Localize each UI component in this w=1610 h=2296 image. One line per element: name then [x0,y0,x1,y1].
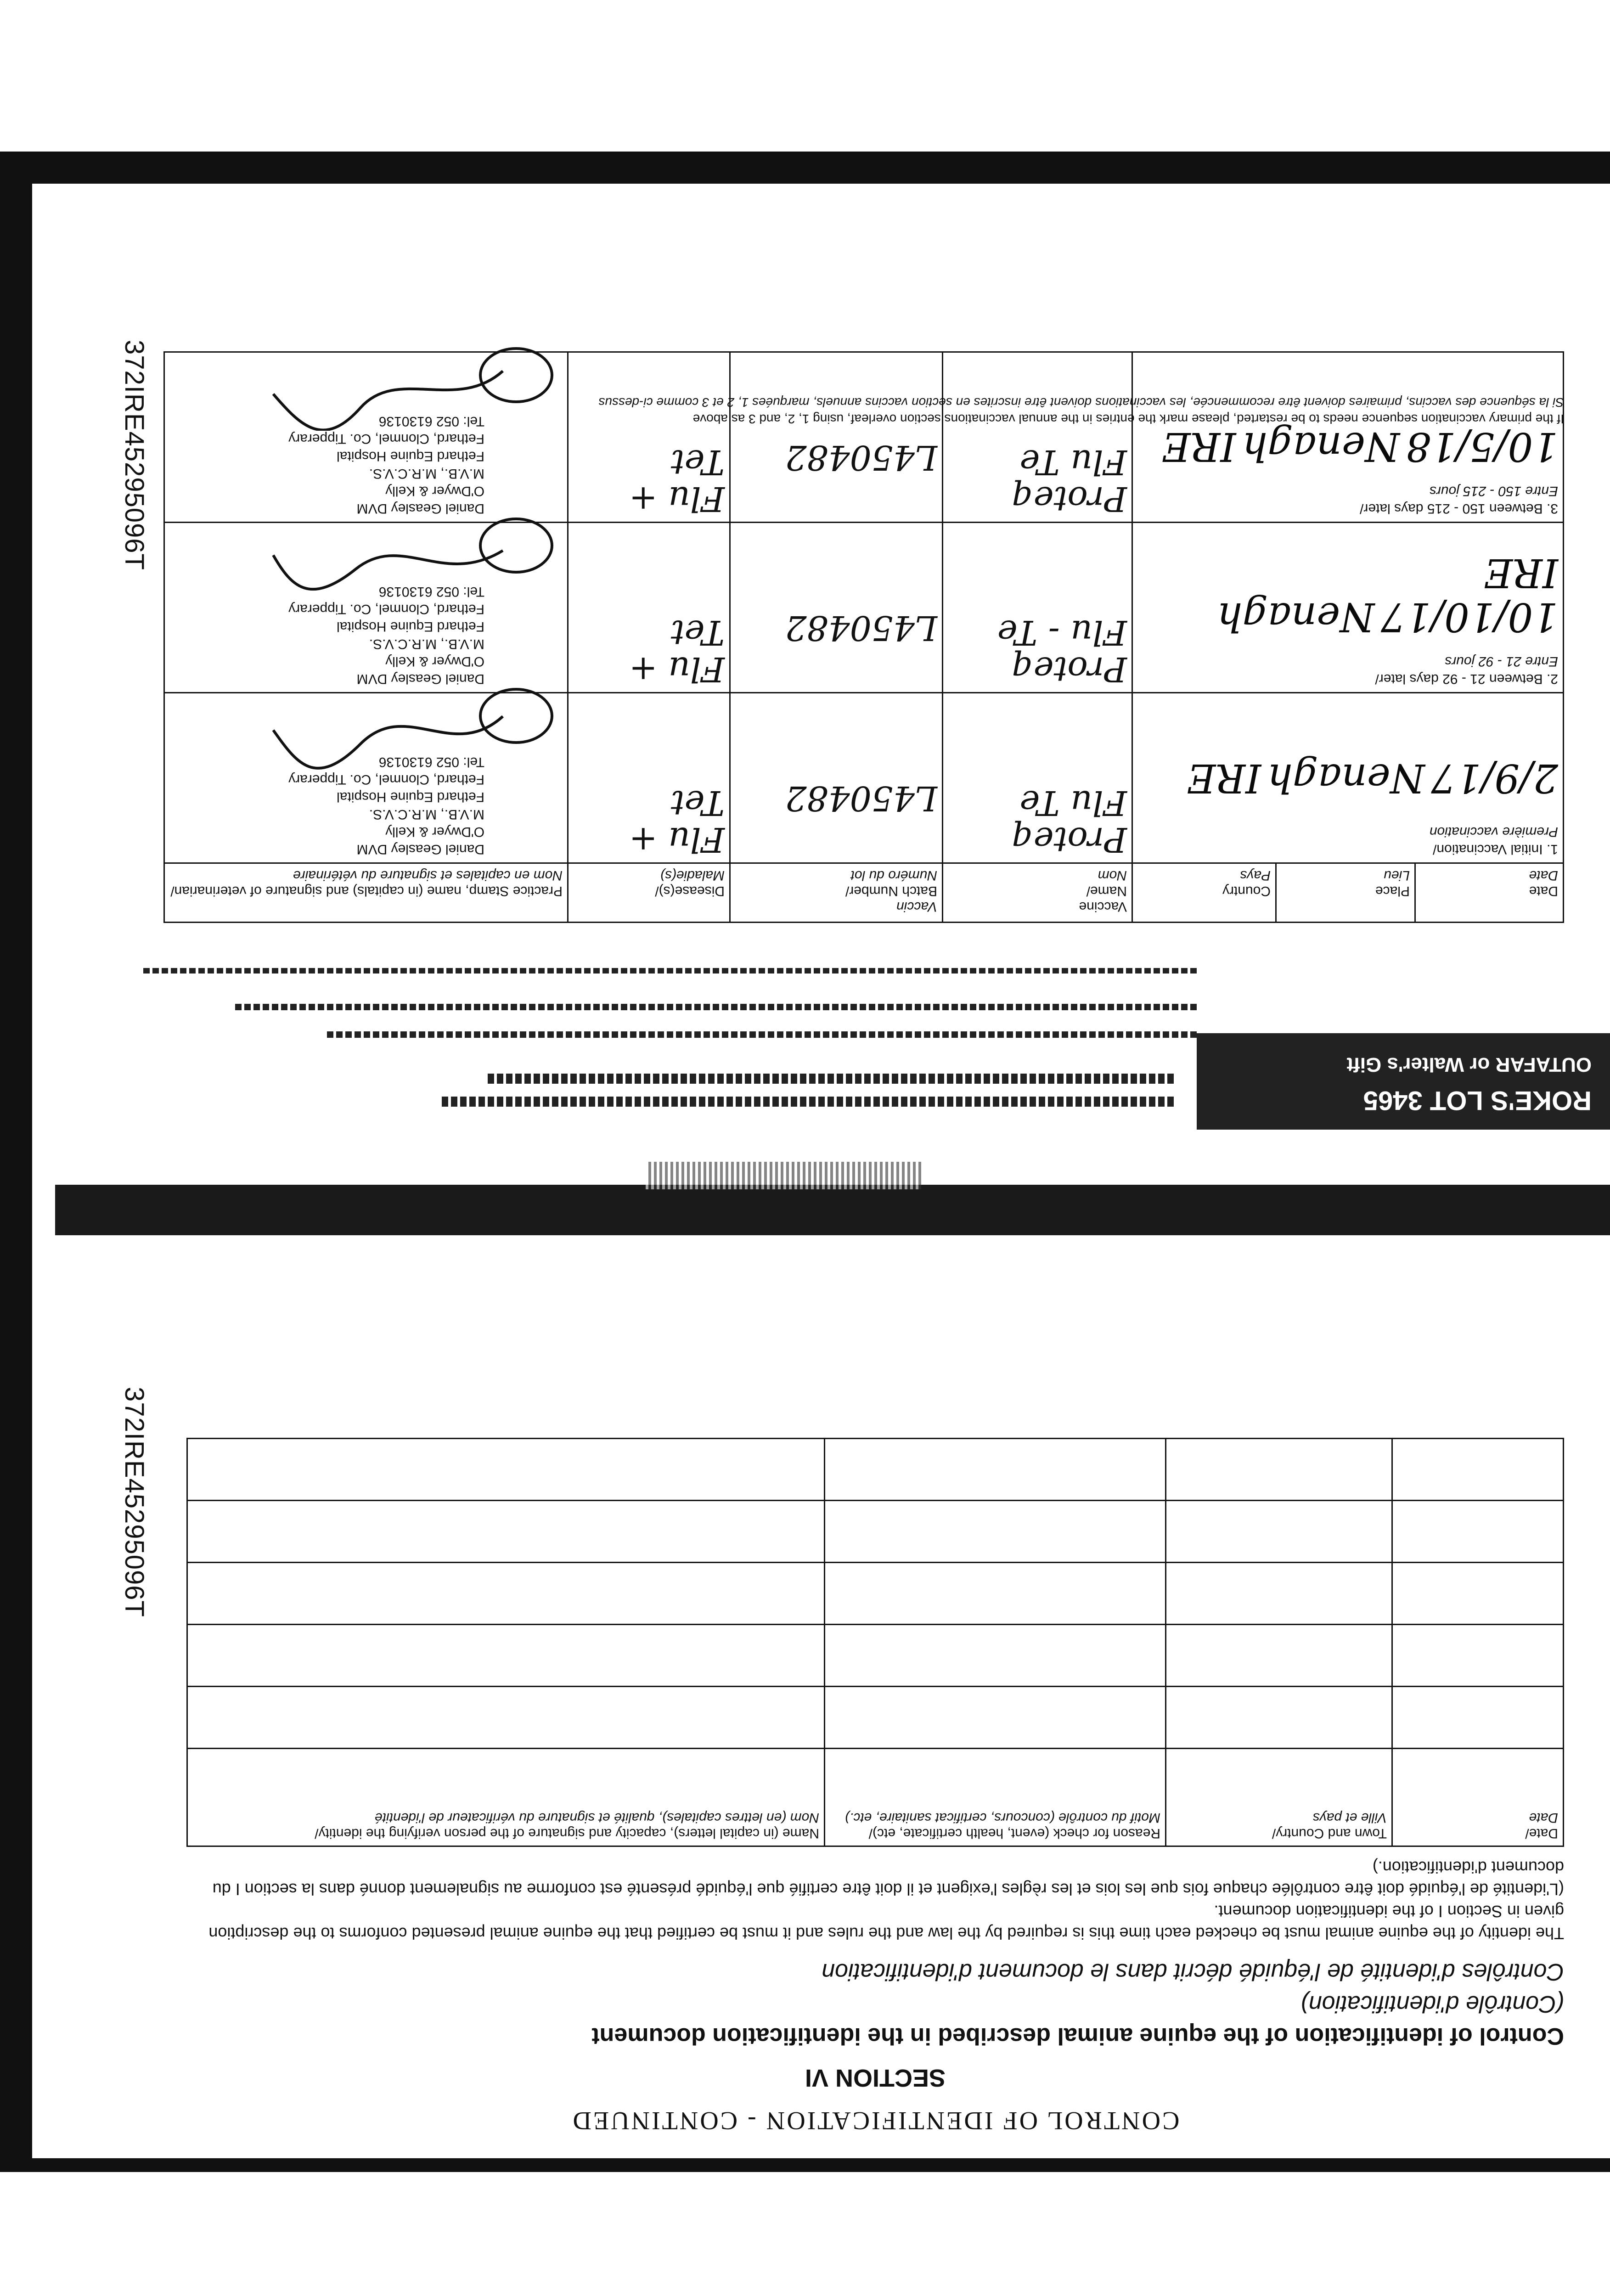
row-label-en: 3. Between 150 - 215 days later/ [1360,501,1558,516]
handwritten-vaccine: Proteq Flu Te [1012,783,1127,859]
scan-border-top [0,152,1610,184]
column-header-fr: Nom [1098,868,1127,883]
empty-cell[interactable] [825,1439,1166,1501]
row-label-fr: Entre 21 - 92 jours [1445,654,1558,669]
vaccination-row [164,352,1564,523]
vaccine-name-cell [943,523,1132,693]
signature-scribble [269,698,507,771]
vet-stamp-cell [164,523,568,693]
vaccination-table [163,351,1564,923]
stamp-line: Daniel Geasley DVM [356,501,484,516]
batch-cell [730,523,943,693]
handwritten-entry [1137,424,1558,468]
stamp-line: M.V.B., M.R.C.V.S. [369,636,484,652]
empty-cell[interactable] [187,1687,825,1749]
vaccination-row [164,523,1564,693]
stamp-line: O'Dwyer & Kelly [385,654,484,669]
empty-cell[interactable] [1392,1625,1564,1687]
column-header-verifier [187,1749,825,1846]
identification-control-table [186,1438,1564,1847]
stamp-line: M.V.B., M.R.C.V.S. [369,466,484,481]
empty-cell[interactable] [1392,1439,1564,1501]
table-header-row [187,1749,1564,1846]
vaccination-header-row [164,863,1564,923]
column-header-en: Name/ [1086,884,1127,899]
column-header-en: Disease(s)/ [655,884,725,899]
scan-frame [0,152,1610,2172]
section-label: SECTION VI [805,2064,946,2092]
empty-cell[interactable] [187,1563,825,1625]
passport-page [55,193,1610,2158]
row-label-en: 1. Initial Vaccination/ [1433,842,1558,857]
handwritten-place: Nenagh [1242,423,1400,469]
column-header-en: Reason for check (event, health certificate, etc)/ [868,1826,1160,1841]
column-header-fr: Date [1529,1810,1558,1825]
rotated-content [55,193,1610,2158]
column-header-vaccine: Vaccine [1079,899,1127,914]
column-header-fr: Maladie(s) [660,868,725,883]
empty-cell[interactable] [1166,1501,1392,1563]
date-place-country-cell [1132,352,1564,523]
table-row [187,1439,1564,1501]
row-label [1137,653,1558,687]
table-row [187,1501,1564,1563]
empty-cell[interactable] [825,1563,1166,1625]
date-place-country-cell [1132,523,1564,693]
diseases-cell [568,693,730,863]
empty-cell[interactable] [1166,1439,1392,1501]
stamp-line: Daniel Geasley DVM [356,842,484,857]
handwritten-entry [1137,551,1558,639]
column-header-en: Batch Number/ [845,884,937,899]
column-header-en: Town and Country/ [1272,1826,1387,1841]
sale-lot-label: ROKE'S LOT 3465 [1363,1086,1592,1115]
section-intro-french: (L'identité de l'équidé doit être contrôlée chaque fois que les lois et les règles l'exigent et il doit être certifié que l'équidé présenté est conforme au signalement donné dans la section I du document d'identification.) [212,1858,1564,1899]
stamp-line: Fethard, Clonmel, Co. Tipperary [288,602,484,617]
column-header-country [1132,863,1276,923]
column-header-en: Date [1529,884,1558,899]
vaccine-name-cell [943,352,1132,523]
column-header-en: Date/ [1525,1826,1558,1841]
section-subtitle-french: Contrôles d'identité de l'équidé décrit dans le document d'identification [822,1958,1564,1985]
stamp-line: Fethard, Clonmel, Co. Tipperary [288,772,484,787]
column-header-fr: Nom (en lettres capitales), qualité et signature du vérificateur de l'identité [375,1810,819,1825]
sale-horse-label: OUTAFAR or Walter's Gift [1346,1053,1592,1076]
date-place-country-cell [1132,693,1564,863]
handwritten-date: 2/9/17 [1431,755,1558,801]
column-header-diseases [568,863,730,923]
column-header-vaccine-name [943,863,1132,923]
handwritten-vaccine: Proteq Flu - Te [997,613,1127,689]
handwritten-date: 10/5/18 [1406,423,1558,469]
garbled-text-line [439,1097,1174,1107]
column-header-fr: Pays [1240,868,1271,883]
handwritten-country: IRE [1187,755,1261,801]
handwritten-batch: L450482 [785,778,937,818]
empty-cell[interactable] [1166,1687,1392,1749]
handwritten-place: Nenagh [1267,755,1425,801]
vaccination-footnote [95,394,1564,427]
handwritten-date: 10/10/17 [1380,594,1558,640]
garbled-text-line [485,1074,1174,1084]
garbled-text-line [232,1004,1197,1010]
stamp-line: Fethard, Clonmel, Co. Tipperary [288,431,484,446]
section-vi [186,1438,1564,2135]
vaccination-row [164,693,1564,863]
stamp-line: M.V.B., M.R.C.V.S. [369,807,484,822]
column-header-en: Country [1222,884,1271,899]
column-header-en: Name (in capital letters), capacity and signature of the person verifying the identity/ [315,1826,819,1841]
empty-cell[interactable] [1392,1687,1564,1749]
table-row [187,1625,1564,1687]
row-label-fr: Entre 150 - 215 jours [1429,484,1558,499]
stamp-line: O'Dwyer & Kelly [385,484,484,499]
diseases-cell [568,523,730,693]
stamp-line: Tel: 052 6130136 [378,584,484,599]
passport-serial-number: 372IRE45295096T [119,340,149,570]
stamp-line: Daniel Geasley DVM [356,671,484,687]
diseases-cell [568,352,730,523]
empty-cell[interactable] [187,1501,825,1563]
handwritten-vaccine: Proteq Flu Te [1012,442,1127,518]
empty-cell[interactable] [187,1625,825,1687]
booklet-binding [55,1185,1610,1235]
column-header-fr: Lieu [1384,868,1410,883]
column-header-batch [730,863,943,923]
handwritten-country: IRE [1484,550,1558,596]
section-title: Control of identification of the equine animal described in the identification document [591,2023,1564,2049]
handwritten-diseases: Flu + Tet [629,442,725,518]
section-header: CONTROL OF IDENTIFICATION - CONTINUED [571,2106,1180,2135]
column-header-en: Place [1375,884,1410,899]
column-header-en: Practice Stamp, name (in capitals) and signature of veterinarian/ [170,884,563,899]
stamp-line: Tel: 052 6130136 [378,754,484,770]
stamp-line: Tel: 052 6130136 [378,414,484,429]
stamp-line: O'Dwyer & Kelly [385,824,484,839]
stamp-line: Fethard Equine Hospital [337,449,484,464]
footnote-fr: Si la séquence des vaccins, primaires doivent être recommencée, les vaccinations doivent être inscrites en section vaccins annuels, marquées 1, 2 et 3 comme ci-dessus [598,395,1564,410]
row-label-en: 2. Between 21 - 92 days later/ [1375,671,1558,687]
handwritten-place: Nenagh [1217,594,1375,640]
handwritten-batch: L450482 [785,608,937,647]
empty-cell[interactable] [825,1625,1166,1687]
column-header-fr: Nom en capitales et signature du vétérinaire [293,868,563,883]
vaccine-name-cell [943,693,1132,863]
handwritten-batch: L450482 [785,438,937,477]
garbled-text-line [324,1031,1197,1038]
column-header-fr: Motif du contrôle (concours, certificat sanitaire, etc.) [845,1810,1160,1825]
handwritten-country: IRE [1162,423,1236,469]
column-header-date [1392,1749,1564,1846]
row-label [1137,482,1558,517]
column-header-fr: Numéro du lot [850,868,937,883]
column-header-reason [825,1749,1166,1846]
column-header-date [1415,863,1564,923]
vet-signature [169,698,563,753]
empty-cell[interactable] [187,1439,825,1501]
table-row [187,1563,1564,1625]
vet-stamp-cell [164,352,568,523]
column-header-town [1166,1749,1392,1846]
column-header-fr: Ville et pays [1312,1810,1387,1825]
vet-stamp-cell [164,693,568,863]
garbled-text-line [141,968,1197,974]
empty-cell[interactable] [1166,1625,1392,1687]
scan-border-left [0,152,32,2172]
column-header-vaccine-fr: Vaccin [896,899,937,914]
footnote-en: If the primary vaccination sequence needs to be restarted, please mark the entries in the annual vaccinations section overleaf, using 1, 2, and 3 as above [692,412,1564,426]
empty-cell[interactable] [1392,1563,1564,1625]
empty-cell[interactable] [825,1687,1166,1749]
section-intro: The identity of the equine animal must be checked each time this is required by the law and the rules and it must be certified that the equine animal presented conforms to the description given in Section I of the identification document. [208,1902,1564,1943]
row-label [1137,823,1558,858]
column-header-place [1276,863,1415,923]
row-label-fr: Première vaccination [1429,824,1558,839]
section-title-french: (Contrôle d'identification) [1300,1991,1564,2017]
scan-border-bottom [32,2158,1610,2172]
scan-noise [646,1162,921,1189]
batch-cell [730,693,943,863]
handwritten-diseases: Flu + Tet [629,613,725,689]
signature-scribble [269,528,507,601]
handwritten-entry [1137,756,1558,800]
column-header-veterinarian [164,863,568,923]
vet-signature [169,528,563,583]
sale-tag [1197,1033,1610,1130]
empty-cell[interactable] [1166,1563,1392,1625]
passport-serial-number: 372IRE45295096T [119,1387,149,1617]
batch-cell [730,352,943,523]
handwritten-diseases: Flu + Tet [629,783,725,859]
column-header-fr: Date [1529,868,1558,883]
table-row [187,1687,1564,1749]
stamp-line: Fethard Equine Hospital [337,789,484,805]
stamp-line: Fethard Equine Hospital [337,619,484,634]
empty-cell[interactable] [825,1501,1166,1563]
empty-cell[interactable] [1392,1501,1564,1563]
